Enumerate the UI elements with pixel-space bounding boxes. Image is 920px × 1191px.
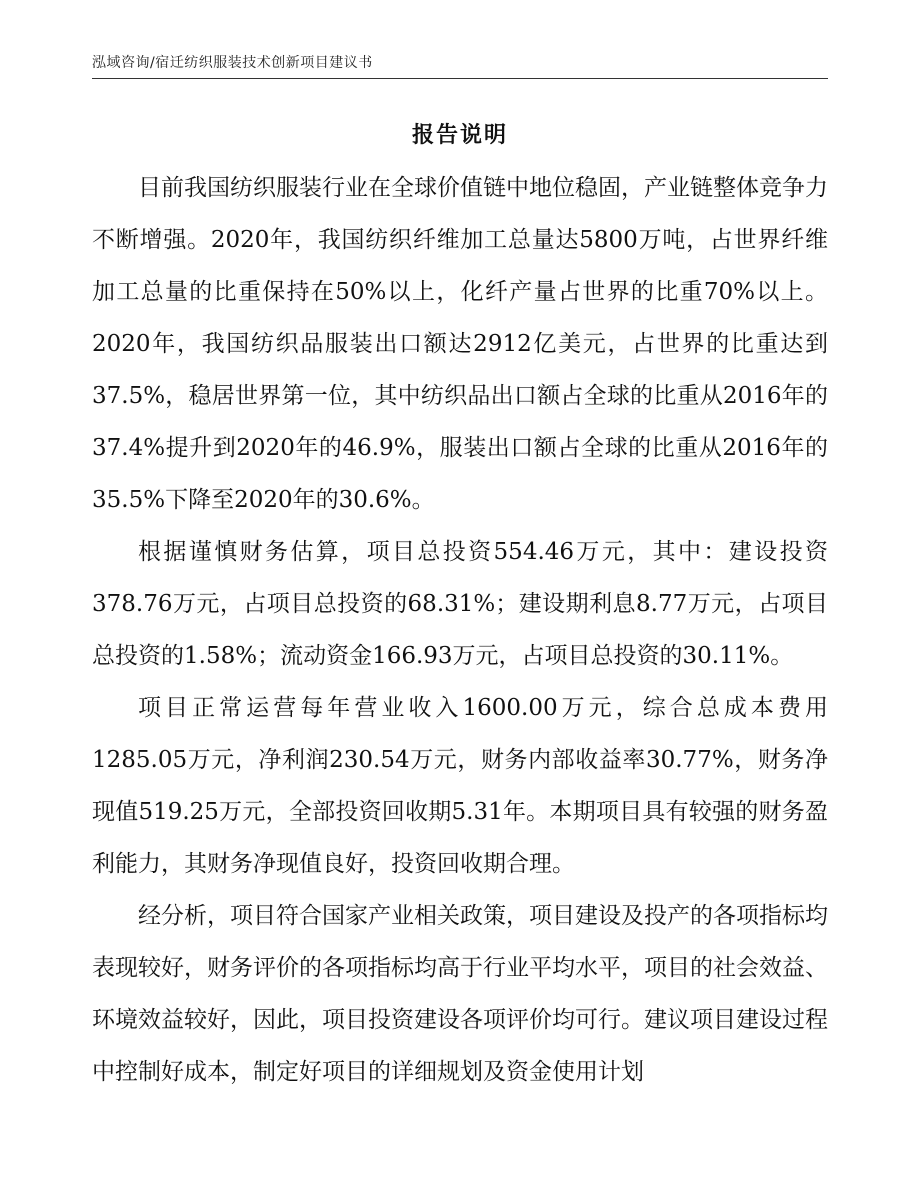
header-divider [92, 78, 828, 79]
paragraph-financial-returns: 项目正常运营每年营业收入1600.00万元，综合总成本费用1285.05万元，净利润230.54万元，财务内部收益率30.77%，财务净现值519.25万元，全部投资回收期5.31年。本期项目具有较强的财务盈利能力，其财务净现值良好，投资回收期合理。 [92, 695, 828, 877]
running-header: 泓域咨询/宿迁纺织服装技术创新项目建议书 [92, 55, 373, 71]
page-title: 报告说明 [411, 123, 508, 148]
paragraph-conclusion: 经分析，项目符合国家产业相关政策，项目建设及投产的各项指标均表现较好，财务评价的各项指标均高于行业平均水平，项目的社会效益、环境效益较好，因此，项目投资建设各项评价均可行。建议项目建设过程中控制好成本，制定好项目的详细规划及资金使用计划 [92, 903, 828, 1085]
paragraph-industry-overview: 目前我国纺织服装行业在全球价值链中地位稳固，产业链整体竞争力不断增强。2020年，我国纺织纤维加工总量达5800万吨，占世界纤维加工总量的比重保持在50%以上，化纤产量占世界的比重70%以上。2020年，我国纺织品服装出口额达2912亿美元，占世界的比重达到37.5%，稳居世界第一位，其中纺织品出口额占全球的比重从2016年的37.4%提升到2020年的46.9%，服装出口额占全球的比重从2016年的35.5%下降至2020年的30.6%。 [92, 175, 828, 513]
paragraph-investment-estimate: 根据谨慎财务估算，项目总投资554.46万元，其中：建设投资378.76万元，占项目总投资的68.31%；建设期利息8.77万元，占项目总投资的1.58%；流动资金166.93万元，占项目总投资的30.11%。 [92, 539, 828, 669]
